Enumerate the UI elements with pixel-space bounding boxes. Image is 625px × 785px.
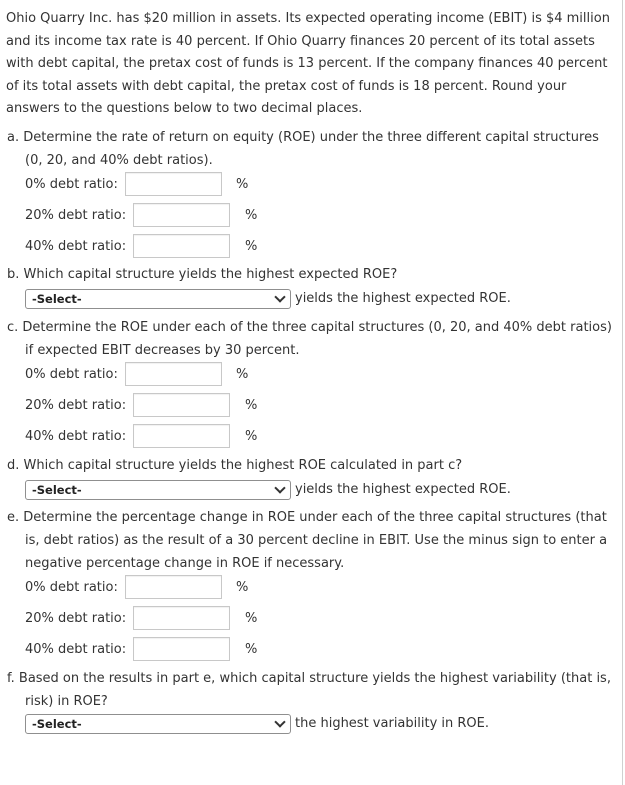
part-e-label-1: 20% debt ratio: bbox=[25, 610, 127, 626]
part-c-label-1: 20% debt ratio: bbox=[25, 397, 127, 413]
part-c-row-2 bbox=[25, 424, 126, 448]
chevron-down-icon bbox=[274, 716, 285, 727]
part-e-input-0[interactable] bbox=[125, 575, 222, 599]
part-f-question-line2: risk) in ROE? bbox=[25, 694, 108, 709]
part-a-label-2: 40% debt ratio: bbox=[25, 238, 127, 254]
part-e-row-0 bbox=[25, 575, 118, 599]
part-a-row-2 bbox=[25, 234, 126, 258]
part-e-input-1[interactable] bbox=[133, 606, 230, 630]
part-a-row-0 bbox=[25, 172, 118, 196]
chevron-down-icon bbox=[274, 291, 285, 302]
part-a-row-1 bbox=[25, 203, 126, 227]
part-a-question-line1: a. Determine the rate of return on equity (ROE) under the three different capital structures bbox=[7, 130, 599, 145]
part-d-question: d. Which capital structure yields the highest ROE calculated in part c? bbox=[7, 458, 463, 473]
part-c-question-line2: if expected EBIT decreases by 30 percent. bbox=[25, 343, 300, 358]
part-a-unit-0: % bbox=[236, 177, 249, 192]
part-a-label-1: 20% debt ratio: bbox=[25, 207, 127, 223]
part-b-select-value: -Select- bbox=[32, 292, 82, 306]
part-e-label-2: 40% debt ratio: bbox=[25, 641, 127, 657]
part-a-question-line2: (0, 20, and 40% debt ratios). bbox=[25, 153, 213, 168]
chevron-down-icon bbox=[274, 482, 285, 493]
part-c-unit-1: % bbox=[245, 398, 258, 413]
part-c-question-line1: c. Determine the ROE under each of the three capital structures (0, 20, and 40% debt ratios) bbox=[7, 320, 612, 335]
part-c-input-1[interactable] bbox=[133, 393, 230, 417]
part-a-label-0: 0% debt ratio: bbox=[25, 176, 118, 192]
part-a-input-2[interactable] bbox=[133, 234, 230, 258]
part-c-unit-2: % bbox=[245, 429, 258, 444]
part-f-select[interactable] bbox=[25, 714, 291, 734]
part-e-unit-0: % bbox=[236, 580, 249, 595]
part-c-row-0 bbox=[25, 362, 118, 386]
part-b-select[interactable] bbox=[25, 289, 291, 309]
part-d-select-value: -Select- bbox=[32, 483, 82, 497]
part-a-unit-1: % bbox=[245, 208, 258, 223]
part-e-question-line2: is, debt ratios) as the result of a 30 percent decline in EBIT. Use the minus sign to enter a bbox=[25, 533, 608, 548]
part-f-question-line1: f. Based on the results in part e, which capital structure yields the highest variability (that is, bbox=[7, 671, 611, 686]
part-e-row-1 bbox=[25, 606, 126, 630]
part-d-select[interactable] bbox=[25, 480, 291, 500]
part-e-row-2 bbox=[25, 637, 126, 661]
part-c-unit-0: % bbox=[236, 367, 249, 382]
part-e-unit-1: % bbox=[245, 611, 258, 626]
part-d-after-text: yields the highest expected ROE. bbox=[295, 482, 511, 497]
part-e-label-0: 0% debt ratio: bbox=[25, 579, 118, 595]
part-e-question-line3: negative percentage change in ROE if necessary. bbox=[25, 556, 345, 571]
part-a-unit-2: % bbox=[245, 239, 258, 254]
part-a-input-0[interactable] bbox=[125, 172, 222, 196]
part-c-input-2[interactable] bbox=[133, 424, 230, 448]
part-e-question-line1: e. Determine the percentage change in ROE under each of the three capital structures (that bbox=[7, 510, 607, 525]
part-c-row-1 bbox=[25, 393, 126, 417]
part-b-after-text: yields the highest expected ROE. bbox=[295, 291, 511, 306]
part-b-question: b. Which capital structure yields the highest expected ROE? bbox=[7, 267, 398, 282]
part-e-input-2[interactable] bbox=[133, 637, 230, 661]
part-a-input-1[interactable] bbox=[133, 203, 230, 227]
part-c-input-0[interactable] bbox=[125, 362, 222, 386]
problem-intro: Ohio Quarry Inc. has $20 million in assets. Its expected operating income (EBIT) is $4 million and its income tax rate is 40 percent. If Ohio Quarry finances 20 percent of its total assets with debt capital, the pretax cost of funds is 13 percent. If the company finances 40 percent of its total assets with debt capital, the pretax cost of funds is 18 percent. Round your answers to the questions below to two decimal places. bbox=[6, 11, 610, 117]
part-f-select-value: -Select- bbox=[32, 717, 82, 731]
part-c-label-2: 40% debt ratio: bbox=[25, 428, 127, 444]
part-f-after-text: the highest variability in ROE. bbox=[295, 716, 489, 731]
part-e-unit-2: % bbox=[245, 642, 258, 657]
part-c-label-0: 0% debt ratio: bbox=[25, 366, 118, 382]
